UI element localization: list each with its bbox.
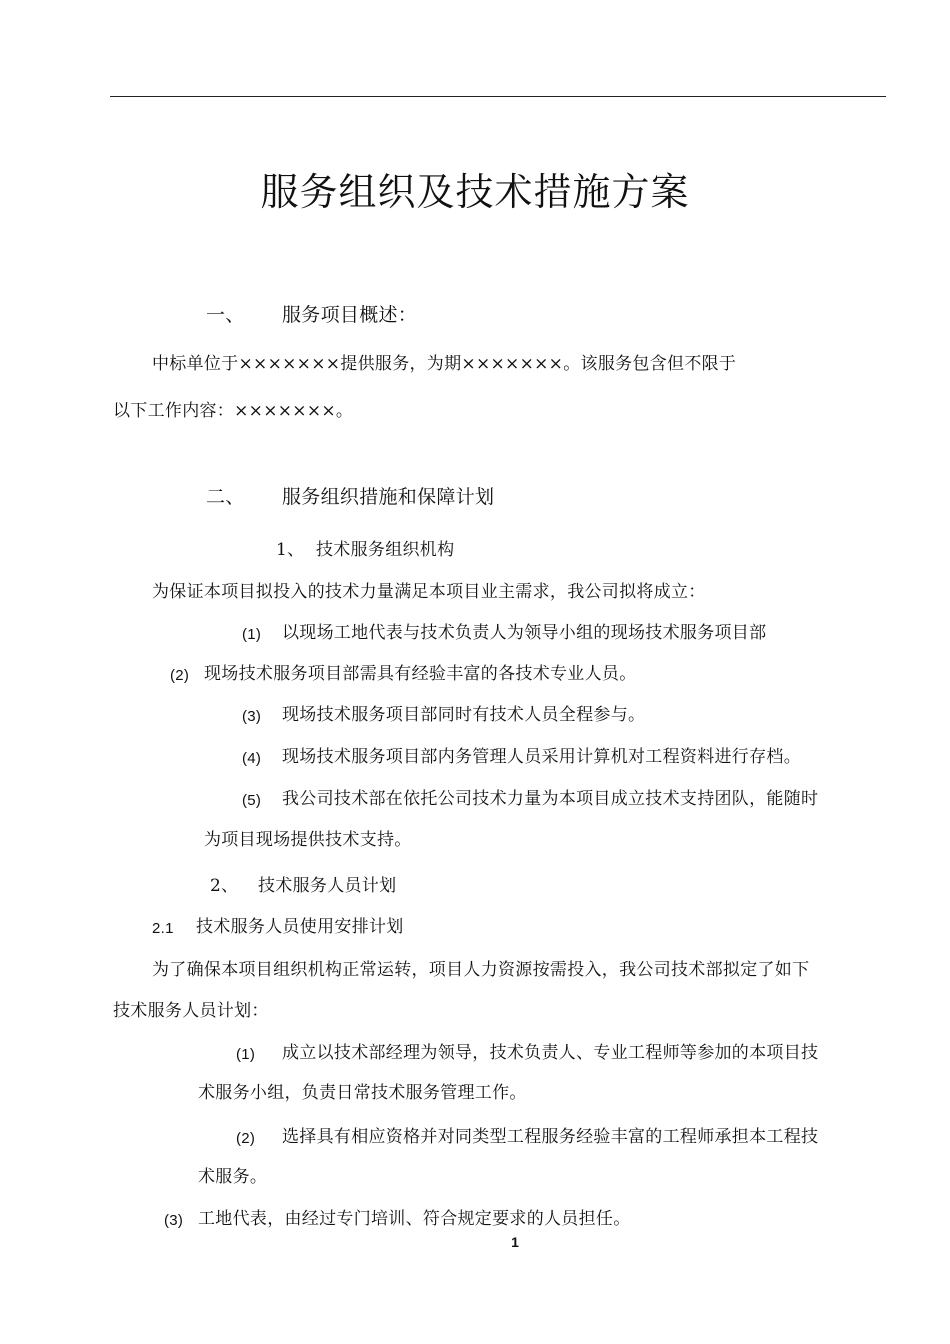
subsection2-heading: 技术服务人员计划 bbox=[258, 876, 397, 896]
list-item-text: 现场技术服务项目部同时有技术人员全程参与。 bbox=[282, 705, 646, 725]
list-item-number: (4) bbox=[242, 750, 262, 767]
list-item-number: (3) bbox=[164, 1212, 184, 1229]
list-item-number: (1) bbox=[236, 1046, 256, 1063]
list-item-text: 现场技术服务项目部需具有经验丰富的各技术专业人员。 bbox=[204, 664, 637, 684]
header-rule bbox=[110, 96, 886, 97]
list-item-text: 以现场工地代表与技术负责人为领导小组的现场技术服务项目部 bbox=[282, 623, 767, 643]
section2-heading: 服务组织措施和保障计划 bbox=[282, 486, 495, 508]
list-item-number: (3) bbox=[242, 708, 262, 725]
list-item-continuation: 术服务小组，负责日常技术服务管理工作。 bbox=[198, 1083, 527, 1103]
list-item-text: 工地代表，由经过专门培训、符合规定要求的人员担任。 bbox=[198, 1209, 631, 1229]
section1-heading: 服务项目概述： bbox=[282, 304, 418, 326]
list-item-number: (1) bbox=[242, 626, 262, 643]
page-number: 1 bbox=[511, 1234, 519, 1250]
list-item-text: 现场技术服务项目部内务管理人员采用计算机对工程资料进行存档。 bbox=[282, 747, 801, 767]
subsection21-heading: 技术服务人员使用安排计划 bbox=[196, 917, 404, 937]
section2-number: 二、 bbox=[206, 486, 245, 508]
subsection21-number: 2.1 bbox=[152, 920, 174, 937]
subsection1-heading: 技术服务组织机构 bbox=[316, 540, 455, 560]
subsection1-number: 1、 bbox=[276, 540, 305, 560]
section1-number: 一、 bbox=[206, 304, 245, 326]
subsection21-paragraph-line2: 技术服务人员计划： bbox=[113, 1001, 269, 1021]
subsection21-paragraph-line1: 为了确保本项目组织机构正常运转，项目人力资源按需投入，我公司技术部拟定了如下 bbox=[152, 960, 810, 980]
subsection1-intro: 为保证本项目拟投入的技术力量满足本项目业主需求，我公司拟将成立： bbox=[152, 582, 706, 602]
section1-paragraph-line2: 以下工作内容：×××××××。 bbox=[113, 401, 354, 421]
document-title: 服务组织及技术措施方案 bbox=[260, 170, 690, 214]
list-item-number: (2) bbox=[236, 1130, 256, 1147]
list-item-number: (5) bbox=[242, 792, 262, 809]
list-item-text: 选择具有相应资格并对同类型工程服务经验丰富的工程师承担本工程技 bbox=[282, 1127, 819, 1147]
list-item-number: (2) bbox=[170, 667, 190, 684]
list-item-continuation: 为项目现场提供技术支持。 bbox=[204, 830, 412, 850]
list-item-continuation: 术服务。 bbox=[198, 1167, 268, 1187]
section1-paragraph-line1: 中标单位于×××××××提供服务，为期×××××××。该服务包含但不限于 bbox=[152, 354, 737, 374]
list-item-text: 我公司技术部在依托公司技术力量为本项目成立技术支持团队，能随时 bbox=[282, 789, 819, 809]
subsection2-number: 2、 bbox=[210, 876, 239, 896]
list-item-text: 成立以技术部经理为领导，技术负责人、专业工程师等参加的本项目技 bbox=[282, 1043, 819, 1063]
